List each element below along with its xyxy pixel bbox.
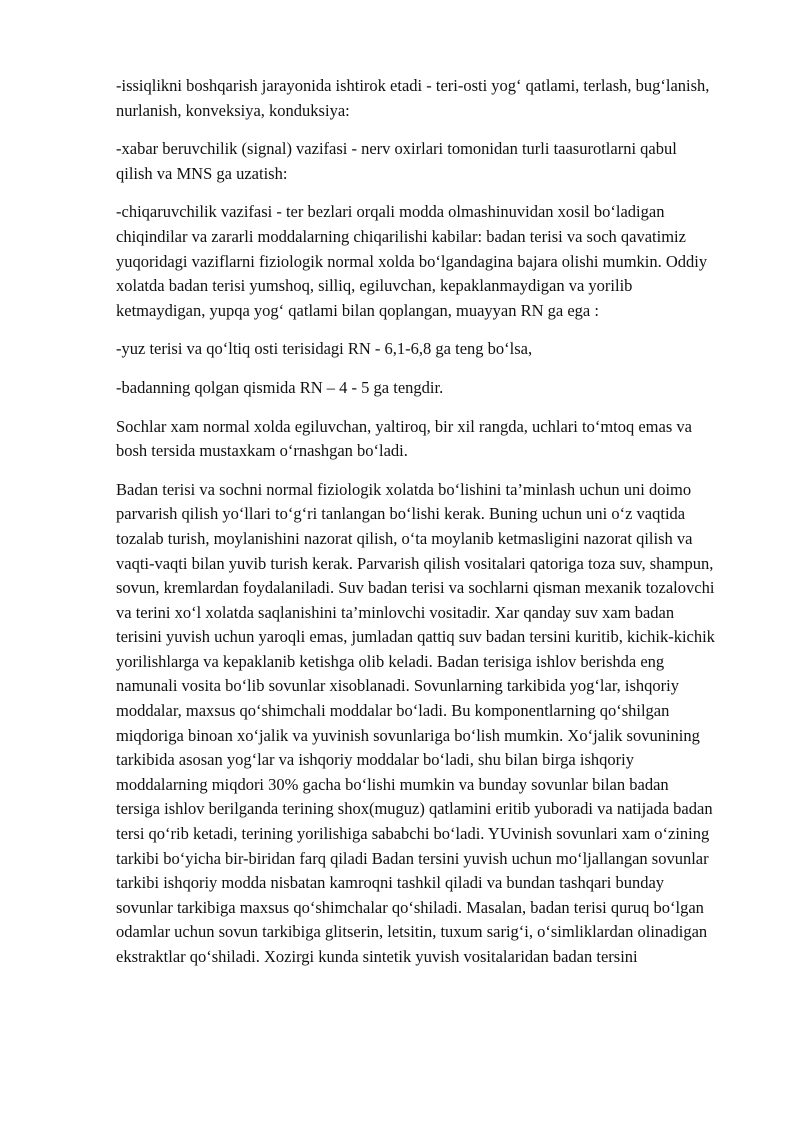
paragraph-excretory-function: -chiqaruvchilik vazifasi - ter bezlari orqali modda olmashinuvidan xosil bo‘ladigan chiqindilar va zararli moddalarning chiqarilishi kabilar: badan terisi va soch qavatimiz yuqoridagi vaziflarni fiziologik normal xolda bo‘lgandagina bajara olishi mumkin. Oddiy xolatda badan terisi yumshoq, silliq, egiluvchan, kepaklanmaydigan va yorilib ketmaydigan, yupqa yog‘ qatlami bilan qoplangan, muayyan RN ga ega : <box>116 202 708 320</box>
paragraph-hair-normal-state: Sochlar xam normal xolda egiluvchan, yaltiroq, bir xil rangda, uchlari to‘mtoq emas va bosh tersida mustaxkam o‘rnashgan bo‘ladi. <box>116 416 692 461</box>
paragraph-thermoregulation: -issiqlikni boshqarish jarayonida ishtirok etadi - teri-osti yog‘ qatlami, terlash, bug‘lanish, nurlanish, konveksiya, konduksiya: <box>116 76 710 120</box>
paragraph-face-skin-ph: -yuz terisi va qo‘ltiq osti terisidagi RN - 6,1-6,8 ga teng bo‘lsa, <box>116 339 533 359</box>
document-page <box>116 74 716 984</box>
paragraph-skin-care-soaps: Badan terisi va sochni normal fiziologik xolatda bo‘lishini ta’minlash uchun uni doimo parvarish qilish yo‘llari to‘g‘ri tanlangan bo‘lishi kerak. Buning uchun uni o‘z vaqtida tozalab turish, moylanishini nazorat qilish, o‘ta moylanib ketmasligini nazorat qilish va vaqti-vaqti bilan yuvib turish kerak. Parvarish qilish vositalari qatoriga toza suv, shampun, sovun, kremlardan foydalaniladi. Suv badan terisi va sochlarni qisman mexanik tozalovchi va terini xo‘l xolatda saqlanishini ta’minlovchi vositadir. Xar qanday suv xam badan terisini yuvish uchun yaroqli emas, jumladan qattiq suv badan tersini kuritib, kichik-kichik yorilishlarga va kepaklanib ketishga olib keladi. Badan terisiga ishlov berishda eng namunali vosita bo‘lib sovunlar xisoblanadi. Sovunlarning tarkibida yog‘lar, ishqoriy moddalar, maxsus qo‘shimchali moddalar bo‘ladi. Bu komponentlarning qo‘shilgan miqdoriga binoan xo‘jalik va yuvinish sovunlariga bo‘lish mumkin. Xo‘jalik sovunining tarkibida asosan yog‘lar va ishqoriy moddalar bo‘ladi, shu bilan birga ishqoriy moddalarning miqdori 30% gacha bo‘lishi mumkin va bunday sovunlar bilan badan tersiga ishlov berilganda terining shox(muguz) qatlamini eritib yuboradi va natijada badan tersi qo‘rib ketadi, terining yorilishiga sababchi bo‘ladi. YUvinish sovunlari xam o‘zining tarkibi bo‘yicha bir-biridan farq qiladi Badan tersini yuvish uchun mo‘ljallangan sovunlar tarkibi ishqoriy modda nisbatan kamroqni tashkil qiladi va bundan tashqari bunday sovunlar tarkibiga maxsus qo‘shimchalar qo‘shiladi. Masalan, badan terisi quruq bo‘lgan odamlar uchun sovun tarkibiga glitserin, letsitin, tuxum sarig‘i, o‘simliklardan olinadigan ekstraktlar qo‘shiladi. Xozirgi kunda sintetik yuvish vositalaridan badan tersini <box>116 479 715 966</box>
paragraph-body-skin-ph: -badanning qolgan qismida RN – 4 - 5 ga tengdir. <box>116 377 444 397</box>
paragraph-signal-function: -xabar beruvchilik (signal) vazifasi - nerv oxirlari tomonidan turli taasurotlarni qabul qilish va MNS ga uzatish: <box>116 139 677 183</box>
